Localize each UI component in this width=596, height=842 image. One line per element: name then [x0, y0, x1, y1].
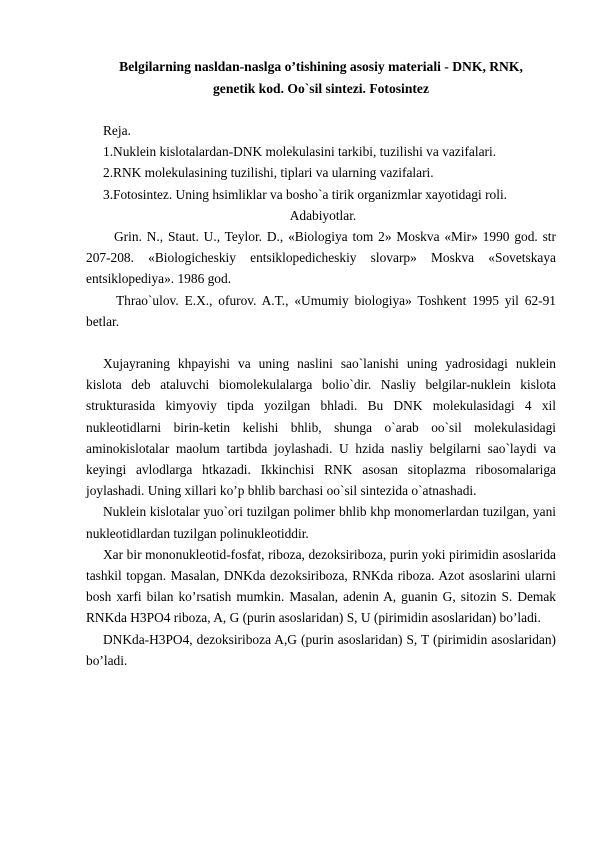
document-title: [86, 56, 556, 99]
plan-section: [86, 120, 556, 205]
references-heading: Adabiyotlar.: [289, 207, 357, 223]
spacer: [86, 332, 556, 353]
reference-item: Thrao`ulov. E.X., ofurov. A.T., «Umumiy biologiya» Toshkent 1995 yil 62-91 betlar.: [86, 292, 556, 329]
body-paragraph: Nuklein kislotalar yuo`ori tuzilgan polimer bhlib khp monomerlardan tuzilgan, yani nukleotidlardan tuzilgan polinukleotiddir.: [86, 504, 556, 541]
body-paragraph: Xujayraning khpayishi va uning naslini sao`lanishi uning yadrosidagi nuklein kislota deb ataluvchi biomolekulalarga bolio`dir. Nasliy belgilar-nuklein kislota strukturasida kimyoviy tipda yozilgan bhladi. Bu DNK molekulasidagi 4 xil nukleotidlarni birin-ketin kelishi bhlib, shunga o`arab oo`sil molekulasidagi aminokislotalar maolum tartibda joylashadi. U hzida nasliy belgilarni sao`laydi va keyingi avlodlarga htkazadi. Ikkinchisi RNK asosan sitoplazma ribosomalariga joylashadi. Uning xillari ko’p bhlib barchasi oo`sil sintezida o`atnashadi.: [86, 356, 556, 499]
document-page: [86, 56, 556, 671]
title-line-2: genetik kod. Oo`sil sintezi. Fotosintez: [213, 80, 429, 96]
reference-item: Grin. N., Staut. U., Teylor. D., «Biologiya tom 2» Moskva «Mir» 1990 god. str 207-208. «Biologicheskiy entsiklopedicheskiy slovarp» Moskva «Sovetskaya entsiklopediya». 1986 god.: [86, 229, 556, 287]
plan-item: 2.RNK molekulasining tuzilishi, tiplari va ularning vazifalari.: [103, 165, 434, 181]
spacer: [86, 99, 556, 120]
plan-heading: Reja.: [103, 123, 131, 138]
plan-item: 3.Fotosintez. Uning hsimliklar va bosho`a tirik organizmlar xayotidagi roli.: [103, 186, 508, 202]
body-paragraph: Xar bir mononukleotid-fosfat, riboza, dezoksiriboza, purin yoki pirimidin asoslarida tashkil topgan. Masalan, DNKda dezoksiriboza, RNKda riboza. Azot asoslarini ularni bosh xarfi bilan ko’rsatish mumkin. Masalan, adenin A, guanin G, sitozin S. Demak RNKda H3PO4 riboza, A, G (purin asoslaridan) S, U (pirimidin asoslaridan) bo’ladi.: [86, 546, 556, 626]
body-paragraph: DNKda-H3PO4, dezoksiriboza A,G (purin asoslaridan) S, T (pirimidin asoslaridan) bo’ladi.: [86, 631, 556, 668]
plan-item: 1.Nuklein kislotalardan-DNK molekulasini tarkibi, tuzilishi va vazifalari.: [103, 144, 497, 160]
title-line-1: Belgilarning nasldan-naslga o’tishining asosiy materiali - DNK, RNK,: [119, 59, 523, 74]
